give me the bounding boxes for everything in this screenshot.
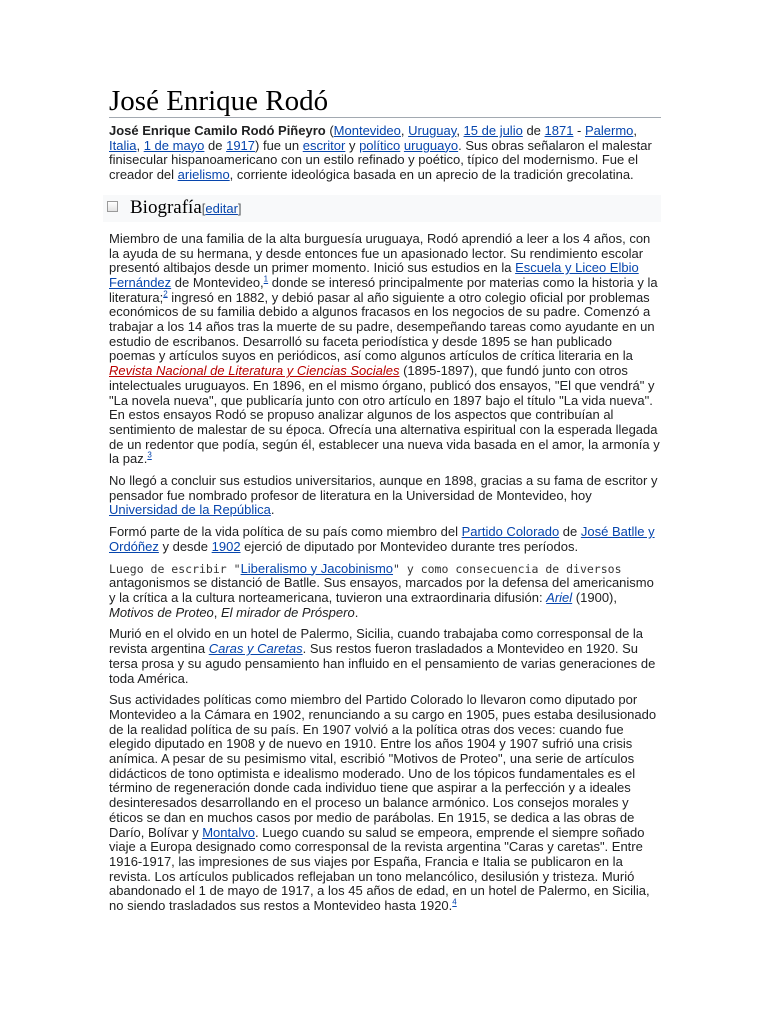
text: antagonismos se distanció de Batlle. Sus ensayos, marcados por la defensa del americanismo y la crítica a la cultura norteamericana, tuvieron una extraordinaria difusión: [109, 575, 654, 605]
subject-name: José Enrique Camilo Rodó Piñeyro [109, 123, 326, 138]
section-header-biografia [103, 195, 661, 222]
text: No llegó a concluir sus estudios universitarios, aunque en 1898, gracias a su fama de escritor y pensador fue nombrado profesor de literatura en la Universidad de Montevideo, hoy [109, 473, 658, 503]
link-liberalismo[interactable]: Liberalismo y Jacobinismo [240, 560, 394, 576]
text: Murió en el olvido en un hotel de Palermo, Sicilia, cuando trabajaba como corresponsal de la revista argentina [109, 626, 644, 657]
text: , [136, 137, 144, 153]
reference-4[interactable]: 4 [452, 897, 457, 907]
text: , corriente ideológica basada en un aprecio de la tradición grecolatina. [229, 167, 634, 183]
article-content [109, 86, 661, 914]
link-1917[interactable]: 1917 [226, 137, 256, 153]
link-partido-colorado[interactable]: Partido Colorado [461, 524, 560, 540]
text: de [204, 137, 227, 153]
link-caras-y-caretas[interactable]: Caras y Caretas [208, 641, 303, 657]
link-1871[interactable]: 1871 [544, 123, 574, 138]
reference-1[interactable]: 1 [263, 274, 269, 284]
section-heading [130, 197, 242, 220]
text: . Luego cuando su salud se empeora, emprende el siempre soñado viaje a Europa designado como corresponsal de la revista argentina "Caras y caretas". Entre 1916-1917, las impresiones de sus viajes por España, Francia e Italia se publicaron en la revista. Los artículos publicados reflejaban un tono melancólico, desilusión y tristeza. Murió abandonado el 1 de mayo de 1917, a los 45 años de edad, en un hotel de Palermo, en Sicilia, no siendo trasladados sus restos a Montevideo hasta 1920. [109, 824, 650, 914]
reference-2[interactable]: 2 [163, 289, 168, 299]
link-jose-batlle[interactable]: José Batlle y Ordóñez [109, 524, 655, 554]
text: de [559, 524, 581, 540]
link-universidad[interactable]: Universidad de la República [109, 502, 271, 518]
link-italia[interactable]: Italia [109, 137, 137, 153]
text: y [345, 137, 360, 153]
link-escritor[interactable]: escritor [302, 137, 346, 153]
link-palermo[interactable]: Palermo [585, 123, 634, 138]
link-1902[interactable]: 1902 [211, 538, 241, 554]
edit-section [202, 201, 242, 216]
text: Luego de escribir " [109, 561, 241, 576]
text: . Sus obras señalaron el malestar finisecular hispanoamericano con un estilo refinado y poético, típico del modernismo. Fue el creador del [109, 137, 652, 183]
lead-paragraph [109, 124, 661, 183]
text: de [522, 123, 545, 138]
text: ingresó en 1882, y debió pasar al año siguiente a otro colegio oficial por problemas económicos de su familia debido a algunos fracasos en los negocios de su padre. Comenzó a trabajar a los 14 años tras la muerte de su padre, desempeñando tareas como ayudante en un estudio de escribanos. Desarrolló su faceta periodística y desde 1895 se han publicado poemas y artículos suyos en periódicos, así como algunos artículos de crítica literaria en la [109, 289, 655, 364]
text: . [354, 604, 359, 620]
text: Miembro de una familia de la alta burguesía uruguaya, Rodó aprendió a leer a los 4 años, con la ayuda de su hermana, y desde entonces fue un apasionado lector. Su rendimiento escolar presentó altibajos desde un primer momento. Inició sus estudios en la [109, 230, 651, 276]
text: " y como consecuencia de diversos [393, 561, 622, 576]
text: Sus actividades políticas como miembro del Partido Colorado lo llevaron como diputado por Montevideo a la Cámara en 1902, renunciando a su cargo en 1905, pues estaba desilusionado de la realidad política de su país. En 1907 volvió a la política otras dos veces: cuando fue elegido diputado en 1908 y de nuevo en 1910. Entre los años 1904 y 1907 sufrió una crisis anímica. A pesar de su pesimismo vital, escribió "Motivos de Proteo", una serie de artículos didácticos de tono optimista e idealismo moderado. Uno de los tópicos fundamentales es el término de regeneración donde cada individuo tiene que aspirar a la perfección y a ideales desinteresados desarrollando en el proceso un balance armónico. Los consejos morales y éticos se dan en muchos casos por medio de parábolas. En 1915, se dedica a las obras de Darío, Bolívar y [109, 692, 657, 840]
link-15-de-julio[interactable]: 15 de julio [463, 123, 523, 138]
link-escuela-liceo[interactable]: Escuela y Liceo Elbio Fernández [109, 260, 639, 290]
paragraph-4 [109, 562, 661, 621]
link-politico[interactable]: político [359, 137, 401, 153]
edit-link[interactable]: editar [205, 200, 238, 216]
link-uruguay[interactable]: Uruguay [408, 123, 457, 138]
text: (1895-1897), que fundó junto con otros intelectuales uruguayos. En 1896, en el mismo órgano, publicó dos ensayos, "El que vendrá" y "La novela nueva", que publicaría junto con otro artículo en 1897 bajo el título "La vida nueva". En estos ensayos Rodó se propuso analizar algunos de los aspectos que contribuían al sentimiento de malestar de su época. Ofrecía una alternativa espiritual con la esperada llegada de un redentor que podía, según él, establecer una nueva vida basada en el amor, la armonía y la paz. [109, 363, 660, 467]
text: , [400, 123, 409, 138]
link-arielismo[interactable]: arielismo [177, 167, 230, 183]
paragraph-3 [109, 525, 661, 554]
text: . Sus restos fueron trasladados a Montevideo en 1920. Su tersa prosa y su agudo pensamiento han influido en el pensamiento de varias generaciones de toda América. [109, 641, 656, 686]
link-montalvo[interactable]: Montalvo [202, 824, 255, 840]
link-revista-nacional[interactable]: Revista Nacional de Literatura y Ciencias Sociales [109, 363, 400, 379]
work-title: El mirador de Próspero [221, 604, 355, 620]
paragraph-1 [109, 232, 661, 467]
work-title: Motivos de Proteo [109, 604, 214, 620]
text: . [270, 502, 275, 518]
paragraph-2 [109, 474, 661, 518]
edit-bracket-open: [ [201, 200, 206, 216]
reference-3[interactable]: 3 [147, 451, 152, 461]
text: ejerció de diputado por Montevideo durante tres períodos. [240, 538, 579, 554]
text: Formó parte de la vida política de su país como miembro del [109, 524, 462, 540]
text: ) fue un [255, 137, 303, 153]
link-montevideo[interactable]: Montevideo [333, 123, 401, 138]
text: , [213, 604, 222, 620]
paragraph-5 [109, 627, 661, 686]
text: (1900), [572, 589, 617, 605]
link-1-de-mayo[interactable]: 1 de mayo [143, 137, 205, 153]
text: y desde [158, 538, 212, 554]
text: , [633, 123, 638, 138]
paragraph-6 [109, 693, 661, 914]
collapse-toggle-icon[interactable] [107, 201, 118, 212]
link-ariel[interactable]: Ariel [546, 589, 573, 605]
page-title: José Enrique Rodó [109, 86, 661, 118]
section-title: Biografía [130, 196, 202, 218]
text: - [573, 123, 585, 138]
text: ( [325, 123, 334, 138]
text: , [456, 123, 464, 138]
text: donde se interesó principalmente por materias como la historia y la literatura; [109, 274, 658, 305]
text: de Montevideo, [171, 274, 264, 290]
edit-bracket-close: ] [237, 200, 242, 216]
link-uruguayo[interactable]: uruguayo [403, 137, 459, 153]
